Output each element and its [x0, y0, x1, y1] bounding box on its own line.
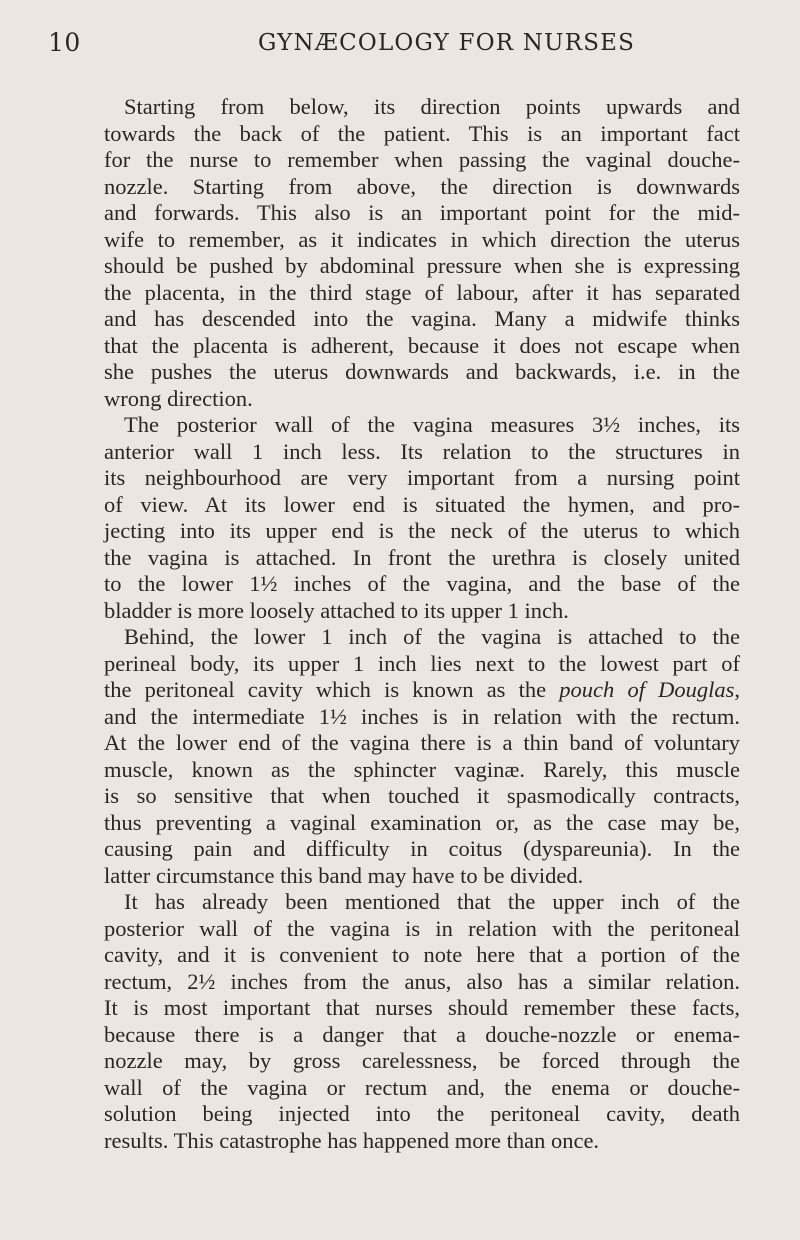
text-line: The posterior wall of the vagina measures 3½ inches, its [124, 412, 740, 437]
text-line: anterior wall 1 inch less. Its relation to the structures in [104, 438, 740, 464]
body-text [104, 94, 740, 1154]
text-line: bladder is more loosely attached to its upper 1 inch. [104, 597, 569, 623]
text-line: and the intermediate 1½ inches is in relation with the rectum. [104, 703, 740, 729]
text-line: posterior wall of the vagina is in relation with the peritoneal [104, 915, 740, 941]
text-line: rectum, 2½ inches from the anus, also has a similar relation. [104, 968, 740, 994]
text-line: is so sensitive that when touched it spasmodically contracts, [104, 783, 740, 808]
text-line: muscle, known as the sphincter vaginæ. Rarely, this muscle [104, 756, 740, 782]
text-line: because there is a danger that a douche-nozzle or enema- [104, 1021, 740, 1047]
text-line: solution being injected into the peritoneal cavity, death [104, 1101, 740, 1126]
text-line: that the placenta is adherent, because it does not escape when [104, 332, 740, 358]
text-line: wrong direction. [104, 385, 253, 411]
text-line: and forwards. This also is an important point for the mid- [104, 200, 740, 225]
text-line: perineal body, its upper 1 inch lies next to the lowest part of [104, 650, 740, 676]
text-line: should be pushed by abdominal pressure when she is expressing [104, 253, 740, 278]
text-line: the peritoneal cavity which is known as the pouch of Douglas, [104, 677, 740, 702]
text-line: Behind, the lower 1 inch of the vagina is attached to the [124, 624, 740, 649]
text-line: its neighbourhood are very important from a nursing point [104, 465, 740, 490]
text-line: It has already been mentioned that the upper inch of the [124, 889, 740, 914]
text-line: towards the back of the patient. This is an important fact [104, 120, 740, 146]
text-line: wall of the vagina or rectum and, the enema or douche- [104, 1074, 740, 1100]
text-line: It is most important that nurses should remember these facts, [104, 995, 740, 1020]
text-line: the vagina is attached. In front the urethra is closely united [104, 544, 740, 570]
text-line: thus preventing a vaginal examination or, as the case may be, [104, 809, 740, 835]
text-line: nozzle may, by gross carelessness, be forced through the [104, 1048, 740, 1073]
text-line: to the lower 1½ inches of the vagina, and the base of the [104, 571, 740, 596]
text-line: cavity, and it is convenient to note here that a portion of the [104, 942, 740, 967]
text-line: At the lower end of the vagina there is a thin band of voluntary [104, 730, 740, 755]
text-line: nozzle. Starting from above, the direction is downwards [104, 173, 740, 199]
page-number: 10 [48, 28, 81, 57]
text-line: wife to remember, as it indicates in which direction the uterus [104, 226, 740, 252]
text-line: of view. At its lower end is situated the hymen, and pro- [104, 491, 740, 517]
text-line: causing pain and difficulty in coitus (dyspareunia). In the [104, 836, 740, 861]
italic-term: pouch of Douglas [559, 677, 735, 702]
text-line: and has descended into the vagina. Many a midwife thinks [104, 306, 740, 331]
text-line: Starting from below, its direction points upwards and [124, 94, 740, 119]
text-line: latter circumstance this band may have to be divided. [104, 862, 584, 888]
text-line: the placenta, in the third stage of labour, after it has separated [104, 279, 740, 305]
running-head-title: GYNÆCOLOGY FOR NURSES [258, 30, 636, 56]
text-line: results. This catastrophe has happened more than once. [104, 1127, 600, 1153]
text-line: she pushes the uterus downwards and backwards, i.e. in the [104, 359, 740, 384]
text-line: for the nurse to remember when passing the vaginal douche- [104, 147, 740, 172]
text-line: jecting into its upper end is the neck of the uterus to which [104, 518, 740, 543]
